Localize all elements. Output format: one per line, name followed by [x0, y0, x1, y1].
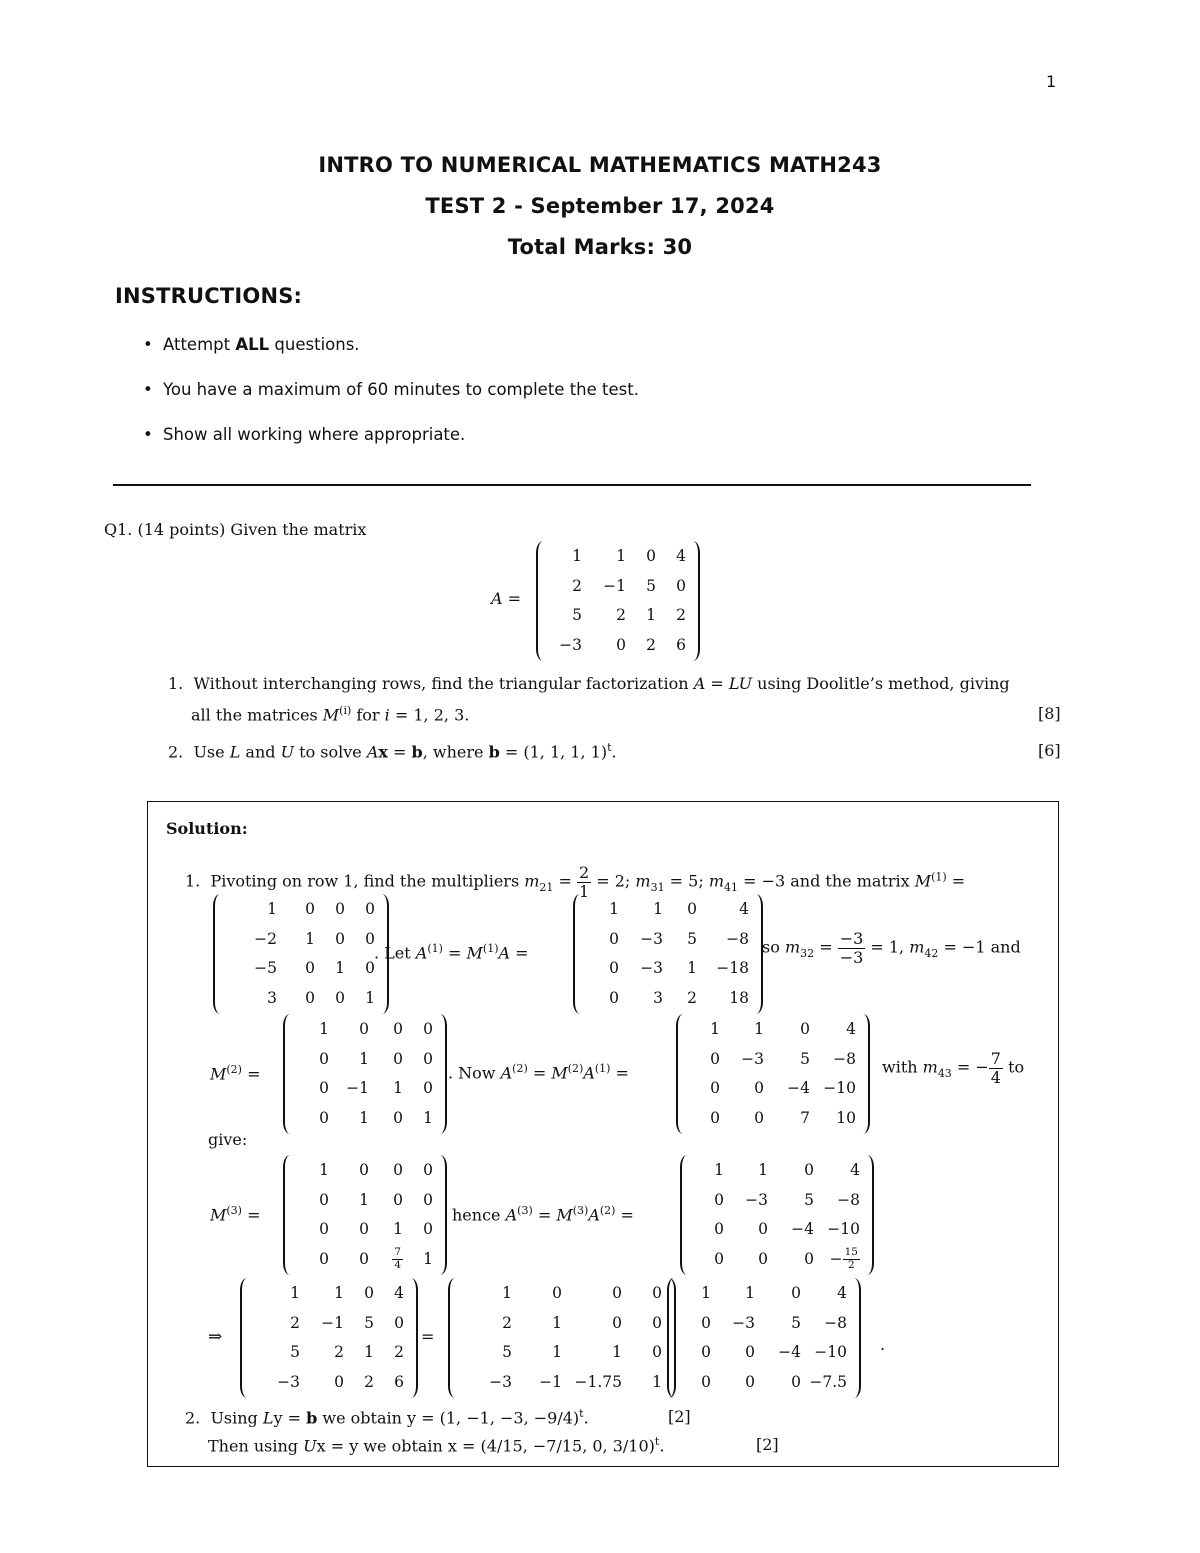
- matrix-cell: 0: [714, 1249, 724, 1268]
- matrix-cell: 0: [335, 988, 345, 1007]
- matrix-cell: 5: [290, 1343, 300, 1361]
- matrix-cell: 1: [267, 900, 277, 918]
- matrix-cell: −3: [745, 1190, 768, 1209]
- left-paren: [667, 1278, 681, 1398]
- matrix-m2: [283, 1014, 447, 1134]
- matrix-cell: 2: [334, 1343, 344, 1361]
- total-marks: Total Marks: 30: [507, 235, 693, 259]
- matrix-cell: 2: [687, 988, 697, 1007]
- matrix-cell: −4: [787, 1079, 810, 1097]
- matrix-cell: 1: [653, 900, 663, 918]
- question-1-part-1-cont: all the matrices $M^{(i)}$ for i = 1, 2, 3.: [191, 704, 470, 725]
- matrix-cell: 1: [319, 1020, 329, 1038]
- matrix-cell: 0: [710, 1079, 720, 1097]
- matrix-cell: 1: [572, 547, 582, 565]
- matrix-cell: 0: [393, 1049, 403, 1068]
- matrix-cell: 4: [837, 1284, 847, 1302]
- matrix-cell: 5: [572, 606, 582, 624]
- matrix-cell: −10: [823, 1079, 856, 1097]
- matrix-cell: 0: [335, 929, 345, 948]
- matrix-cell: −2: [254, 929, 277, 948]
- matrix-cell: −10: [814, 1343, 847, 1361]
- matrix-cell: −7.5: [809, 1372, 847, 1391]
- instruction-item: • Attempt ALL questions.: [143, 335, 360, 354]
- part-1-marks: [8]: [1038, 704, 1061, 723]
- matrix-a1: [573, 894, 763, 1014]
- matrix-cell: 0: [758, 1249, 768, 1268]
- matrix-cell: 0: [652, 1284, 662, 1302]
- matrix-cell: 0: [393, 1190, 403, 1209]
- matrix-cell: 2: [394, 1343, 404, 1361]
- matrix-cell: 0: [359, 1249, 369, 1268]
- matrix-cell: 4: [739, 900, 749, 918]
- matrix-cell: 0: [791, 1372, 801, 1391]
- matrix-cell: 0: [612, 1284, 622, 1302]
- matrix-cell: −3: [640, 959, 663, 977]
- matrix-cell: 1: [502, 1284, 512, 1302]
- test-title: TEST 2 - September 17, 2024: [425, 194, 775, 218]
- matrix-cell: 0: [701, 1343, 711, 1361]
- matrix-a3: [680, 1155, 874, 1275]
- matrix-cell: 0: [754, 1108, 764, 1127]
- matrix-cell: 0: [394, 1313, 404, 1332]
- matrix-cell: 6: [394, 1372, 404, 1391]
- left-paren: [676, 1014, 690, 1134]
- matrix-cell: 1: [393, 1220, 403, 1238]
- matrix-cell: 2: [290, 1313, 300, 1332]
- left-paren: [283, 1155, 297, 1275]
- matrix-cell: 5: [687, 929, 697, 948]
- matrix-cell: 1: [754, 1020, 764, 1038]
- matrix-cell: −3: [640, 929, 663, 948]
- matrix-cell: 0: [334, 1372, 344, 1391]
- m3-label: $M^{(3)}$ =: [210, 1204, 261, 1225]
- matrix-cell: 1: [319, 1161, 329, 1179]
- matrix-cell: 5: [800, 1049, 810, 1068]
- matrix-cell: 4: [850, 1161, 860, 1179]
- matrix-cell: −8: [833, 1049, 856, 1068]
- matrix-cell: 2: [616, 606, 626, 624]
- matrix-cell: 1: [393, 1079, 403, 1097]
- matrix-cell: 0: [305, 900, 315, 918]
- matrix-cell: 0: [687, 900, 697, 918]
- matrix-cell: 0: [609, 988, 619, 1007]
- matrix-cell: 0: [676, 576, 686, 595]
- matrix-cell: 2: [364, 1372, 374, 1391]
- matrix-a-label: A =: [491, 589, 522, 608]
- question-1-part-2: 2. Use L and U to solve Ax = b, where b = (1, 1, 1, 1)$^t$.: [168, 741, 617, 762]
- matrix-cell: − $\frac{15}{2}$: [829, 1246, 858, 1271]
- matrix-cell: 1: [701, 1284, 711, 1302]
- matrix-cell: −4: [791, 1220, 814, 1238]
- left-paren: [283, 1014, 297, 1134]
- matrix-a2: [676, 1014, 870, 1134]
- let-a1-text: . Let $A^{(1)} = M^{(1)}A$ =: [374, 942, 529, 963]
- matrix-cell: 0: [423, 1049, 433, 1068]
- section-divider: [113, 484, 1031, 486]
- implies-arrow: ⇒: [208, 1327, 223, 1347]
- left-paren: [680, 1155, 694, 1275]
- matrix-cell: 0: [393, 1108, 403, 1127]
- matrix-cell: 4: [846, 1020, 856, 1038]
- question-1-lead: Q1. (14 points) Given the matrix: [104, 520, 367, 539]
- matrix-cell: 1: [359, 1108, 369, 1127]
- matrix-cell: 1: [552, 1313, 562, 1332]
- matrix-cell: 0: [609, 959, 619, 977]
- matrix-cell: 0: [710, 1108, 720, 1127]
- matrix-cell: 0: [800, 1020, 810, 1038]
- matrix-cell: 0: [745, 1372, 755, 1391]
- right-paren: [433, 1014, 447, 1134]
- end-period: .: [880, 1335, 886, 1354]
- right-paren: [847, 1278, 861, 1398]
- matrix-cell: 0: [393, 1020, 403, 1038]
- matrix-cell: 0: [609, 929, 619, 948]
- matrix-cell: −8: [824, 1313, 847, 1332]
- matrix-cell: 3: [267, 988, 277, 1007]
- step-2-marks-1: [2]: [668, 1407, 691, 1426]
- matrix-cell: 0: [804, 1161, 814, 1179]
- matrix-cell: 1: [609, 900, 619, 918]
- matrix-cell: −3: [489, 1372, 512, 1391]
- matrix-cell: 0: [365, 959, 375, 977]
- right-paren: [860, 1155, 874, 1275]
- matrix-cell: 1: [745, 1284, 755, 1302]
- matrix-cell: 0: [714, 1190, 724, 1209]
- matrix-cell: 2: [502, 1313, 512, 1332]
- matrix-cell: −5: [254, 959, 277, 977]
- matrix-cell: 1: [359, 1049, 369, 1068]
- matrix-cell: −8: [837, 1190, 860, 1209]
- matrix-cell: −1: [539, 1372, 562, 1391]
- matrix-cell: 7: [800, 1108, 810, 1127]
- matrix-cell: −1: [346, 1079, 369, 1097]
- matrix-cell: 0: [612, 1313, 622, 1332]
- matrix-cell: 0: [335, 900, 345, 918]
- matrix-cell: 1: [758, 1161, 768, 1179]
- matrix-cell: −1: [321, 1313, 344, 1332]
- matrix-cell: 2: [676, 606, 686, 624]
- matrix-cell: 0: [791, 1284, 801, 1302]
- matrix-cell: 0: [359, 1161, 369, 1179]
- matrix-cell: 0: [365, 900, 375, 918]
- solution-step-2-line-1: 2. Using Ly = b we obtain y = (1, −1, −3, −9/4)$^t$.: [185, 1407, 589, 1428]
- matrix-cell: 0: [652, 1313, 662, 1332]
- matrix-cell: 1: [710, 1020, 720, 1038]
- matrix-cell: −8: [726, 929, 749, 948]
- hence-a3-text: hence $A^{(3)} = M^{(3)}A^{(2)}$ =: [452, 1204, 634, 1225]
- matrix-cell: 0: [745, 1343, 755, 1361]
- matrix-cell: 0: [701, 1372, 711, 1391]
- matrix-cell: 0: [359, 1220, 369, 1238]
- course-title: INTRO TO NUMERICAL MATHEMATICS MATH243: [318, 153, 882, 177]
- matrix-cell: 1: [364, 1343, 374, 1361]
- matrix-cell: 1: [687, 959, 697, 977]
- matrix-a-final: [240, 1278, 418, 1398]
- matrix-cell: 0: [319, 1108, 329, 1127]
- multipliers-m32-m42: so $m_{32}$ = $\frac{-3}{-3}$ = 1, $m_{42} = -1$ and: [762, 929, 1021, 967]
- give-text: give:: [208, 1130, 248, 1149]
- matrix-cell: 10: [836, 1108, 856, 1127]
- matrix-cell: 0: [365, 929, 375, 948]
- m2-label: $M^{(2)}$ =: [210, 1063, 261, 1084]
- part-2-marks: [6]: [1038, 741, 1061, 760]
- matrix-cell: 0: [652, 1343, 662, 1361]
- matrix-cell: 0: [701, 1313, 711, 1332]
- matrix-cell: 5: [646, 576, 656, 595]
- matrix-a: [536, 541, 700, 661]
- matrix-cell: 0: [364, 1284, 374, 1302]
- matrix-cell: 6: [676, 635, 686, 654]
- matrix-cell: −3: [277, 1372, 300, 1391]
- matrix-cell: 1: [423, 1249, 433, 1268]
- left-paren: [573, 894, 587, 1014]
- matrix-m1: [213, 894, 389, 1014]
- matrix-cell: −1.75: [574, 1372, 622, 1391]
- matrix-cell: −3: [741, 1049, 764, 1068]
- matrix-cell: 0: [319, 1249, 329, 1268]
- solution-step-2-line-2: Then using Ux = y we obtain x = (4/15, −7/15, 0, 3/10)$^t$.: [208, 1435, 665, 1456]
- matrix-cell: 2: [572, 576, 582, 595]
- matrix-cell: 1: [652, 1372, 662, 1391]
- matrix-cell: 0: [804, 1249, 814, 1268]
- matrix-cell: −1: [603, 576, 626, 595]
- matrix-cell: 0: [319, 1049, 329, 1068]
- matrix-cell: 1: [612, 1343, 622, 1361]
- matrix-cell: 0: [646, 547, 656, 565]
- matrix-cell: 1: [365, 988, 375, 1007]
- matrix-cell: 5: [502, 1343, 512, 1361]
- matrix-u: [667, 1278, 861, 1398]
- matrix-cell: 0: [552, 1284, 562, 1302]
- matrix-cell: 0: [319, 1220, 329, 1238]
- matrix-cell: 18: [729, 988, 749, 1007]
- solution-heading: Solution:: [166, 819, 248, 838]
- matrix-cell: 0: [393, 1161, 403, 1179]
- matrix-cell: −10: [827, 1220, 860, 1238]
- page-number: 1: [1046, 72, 1057, 91]
- left-paren: [240, 1278, 254, 1398]
- now-a2-text: . Now $A^{(2)} = M^{(2)}A^{(1)}$ =: [448, 1062, 629, 1083]
- matrix-cell: 1: [616, 547, 626, 565]
- step-2-marks-2: [2]: [756, 1435, 779, 1454]
- right-paren: [749, 894, 763, 1014]
- matrix-cell: 0: [359, 1020, 369, 1038]
- matrix-cell: 0: [758, 1220, 768, 1238]
- matrix-cell: 3: [653, 988, 663, 1007]
- matrix-cell: 1: [305, 929, 315, 948]
- instruction-item: • You have a maximum of 60 minutes to complete the test.: [143, 380, 639, 399]
- right-paren: [686, 541, 700, 661]
- matrix-cell: 2: [646, 635, 656, 654]
- question-1-part-1: 1. Without interchanging rows, find the triangular factorization A = LU using Doolitle’s method, giving: [168, 674, 1010, 693]
- left-paren: [213, 894, 227, 1014]
- matrix-cell: 0: [754, 1079, 764, 1097]
- matrix-cell: $\frac{7}{4}$: [394, 1246, 401, 1271]
- matrix-cell: 5: [364, 1313, 374, 1332]
- matrix-cell: 1: [646, 606, 656, 624]
- matrix-cell: 0: [423, 1190, 433, 1209]
- matrix-cell: 4: [676, 547, 686, 565]
- right-paren: [856, 1014, 870, 1134]
- matrix-cell: 1: [423, 1108, 433, 1127]
- matrix-cell: −4: [778, 1343, 801, 1361]
- matrix-cell: 5: [804, 1190, 814, 1209]
- instruction-item: • Show all working where appropriate.: [143, 425, 466, 444]
- matrix-cell: 0: [319, 1190, 329, 1209]
- matrix-cell: 0: [423, 1079, 433, 1097]
- instructions-heading: INSTRUCTIONS:: [115, 284, 303, 308]
- matrix-cell: 1: [334, 1284, 344, 1302]
- matrix-cell: 0: [305, 959, 315, 977]
- matrix-cell: 0: [423, 1161, 433, 1179]
- solution-step-1-line: 1. Pivoting on row 1, find the multipliers $m_{21}$ = $\frac{2}{1}$ = 2; $m_{31} = 5$; $m_{41} = -3$ and the matrix $M^{(1)}$ =: [185, 863, 966, 901]
- matrix-cell: 1: [552, 1343, 562, 1361]
- matrix-cell: 0: [616, 635, 626, 654]
- matrix-cell: 1: [359, 1190, 369, 1209]
- matrix-cell: 1: [714, 1161, 724, 1179]
- left-paren: [536, 541, 550, 661]
- right-paren: [404, 1278, 418, 1398]
- matrix-cell: 0: [305, 988, 315, 1007]
- matrix-cell: 1: [290, 1284, 300, 1302]
- matrix-cell: 0: [423, 1020, 433, 1038]
- left-paren: [448, 1278, 462, 1398]
- multiplier-m43: with $m_{43}$ = − $\frac{7}{4}$ to: [882, 1049, 1025, 1087]
- matrix-cell: 1: [335, 959, 345, 977]
- equals-sign: =: [421, 1327, 435, 1346]
- matrix-cell: 0: [319, 1079, 329, 1097]
- matrix-cell: −3: [559, 635, 582, 654]
- matrix-cell: −18: [716, 959, 749, 977]
- right-paren: [433, 1155, 447, 1275]
- matrix-l: [448, 1278, 676, 1398]
- matrix-m3: [283, 1155, 447, 1275]
- matrix-cell: 0: [710, 1049, 720, 1068]
- matrix-cell: 5: [791, 1313, 801, 1332]
- matrix-cell: 0: [423, 1220, 433, 1238]
- matrix-cell: −3: [732, 1313, 755, 1332]
- matrix-cell: 0: [714, 1220, 724, 1238]
- matrix-cell: 4: [394, 1284, 404, 1302]
